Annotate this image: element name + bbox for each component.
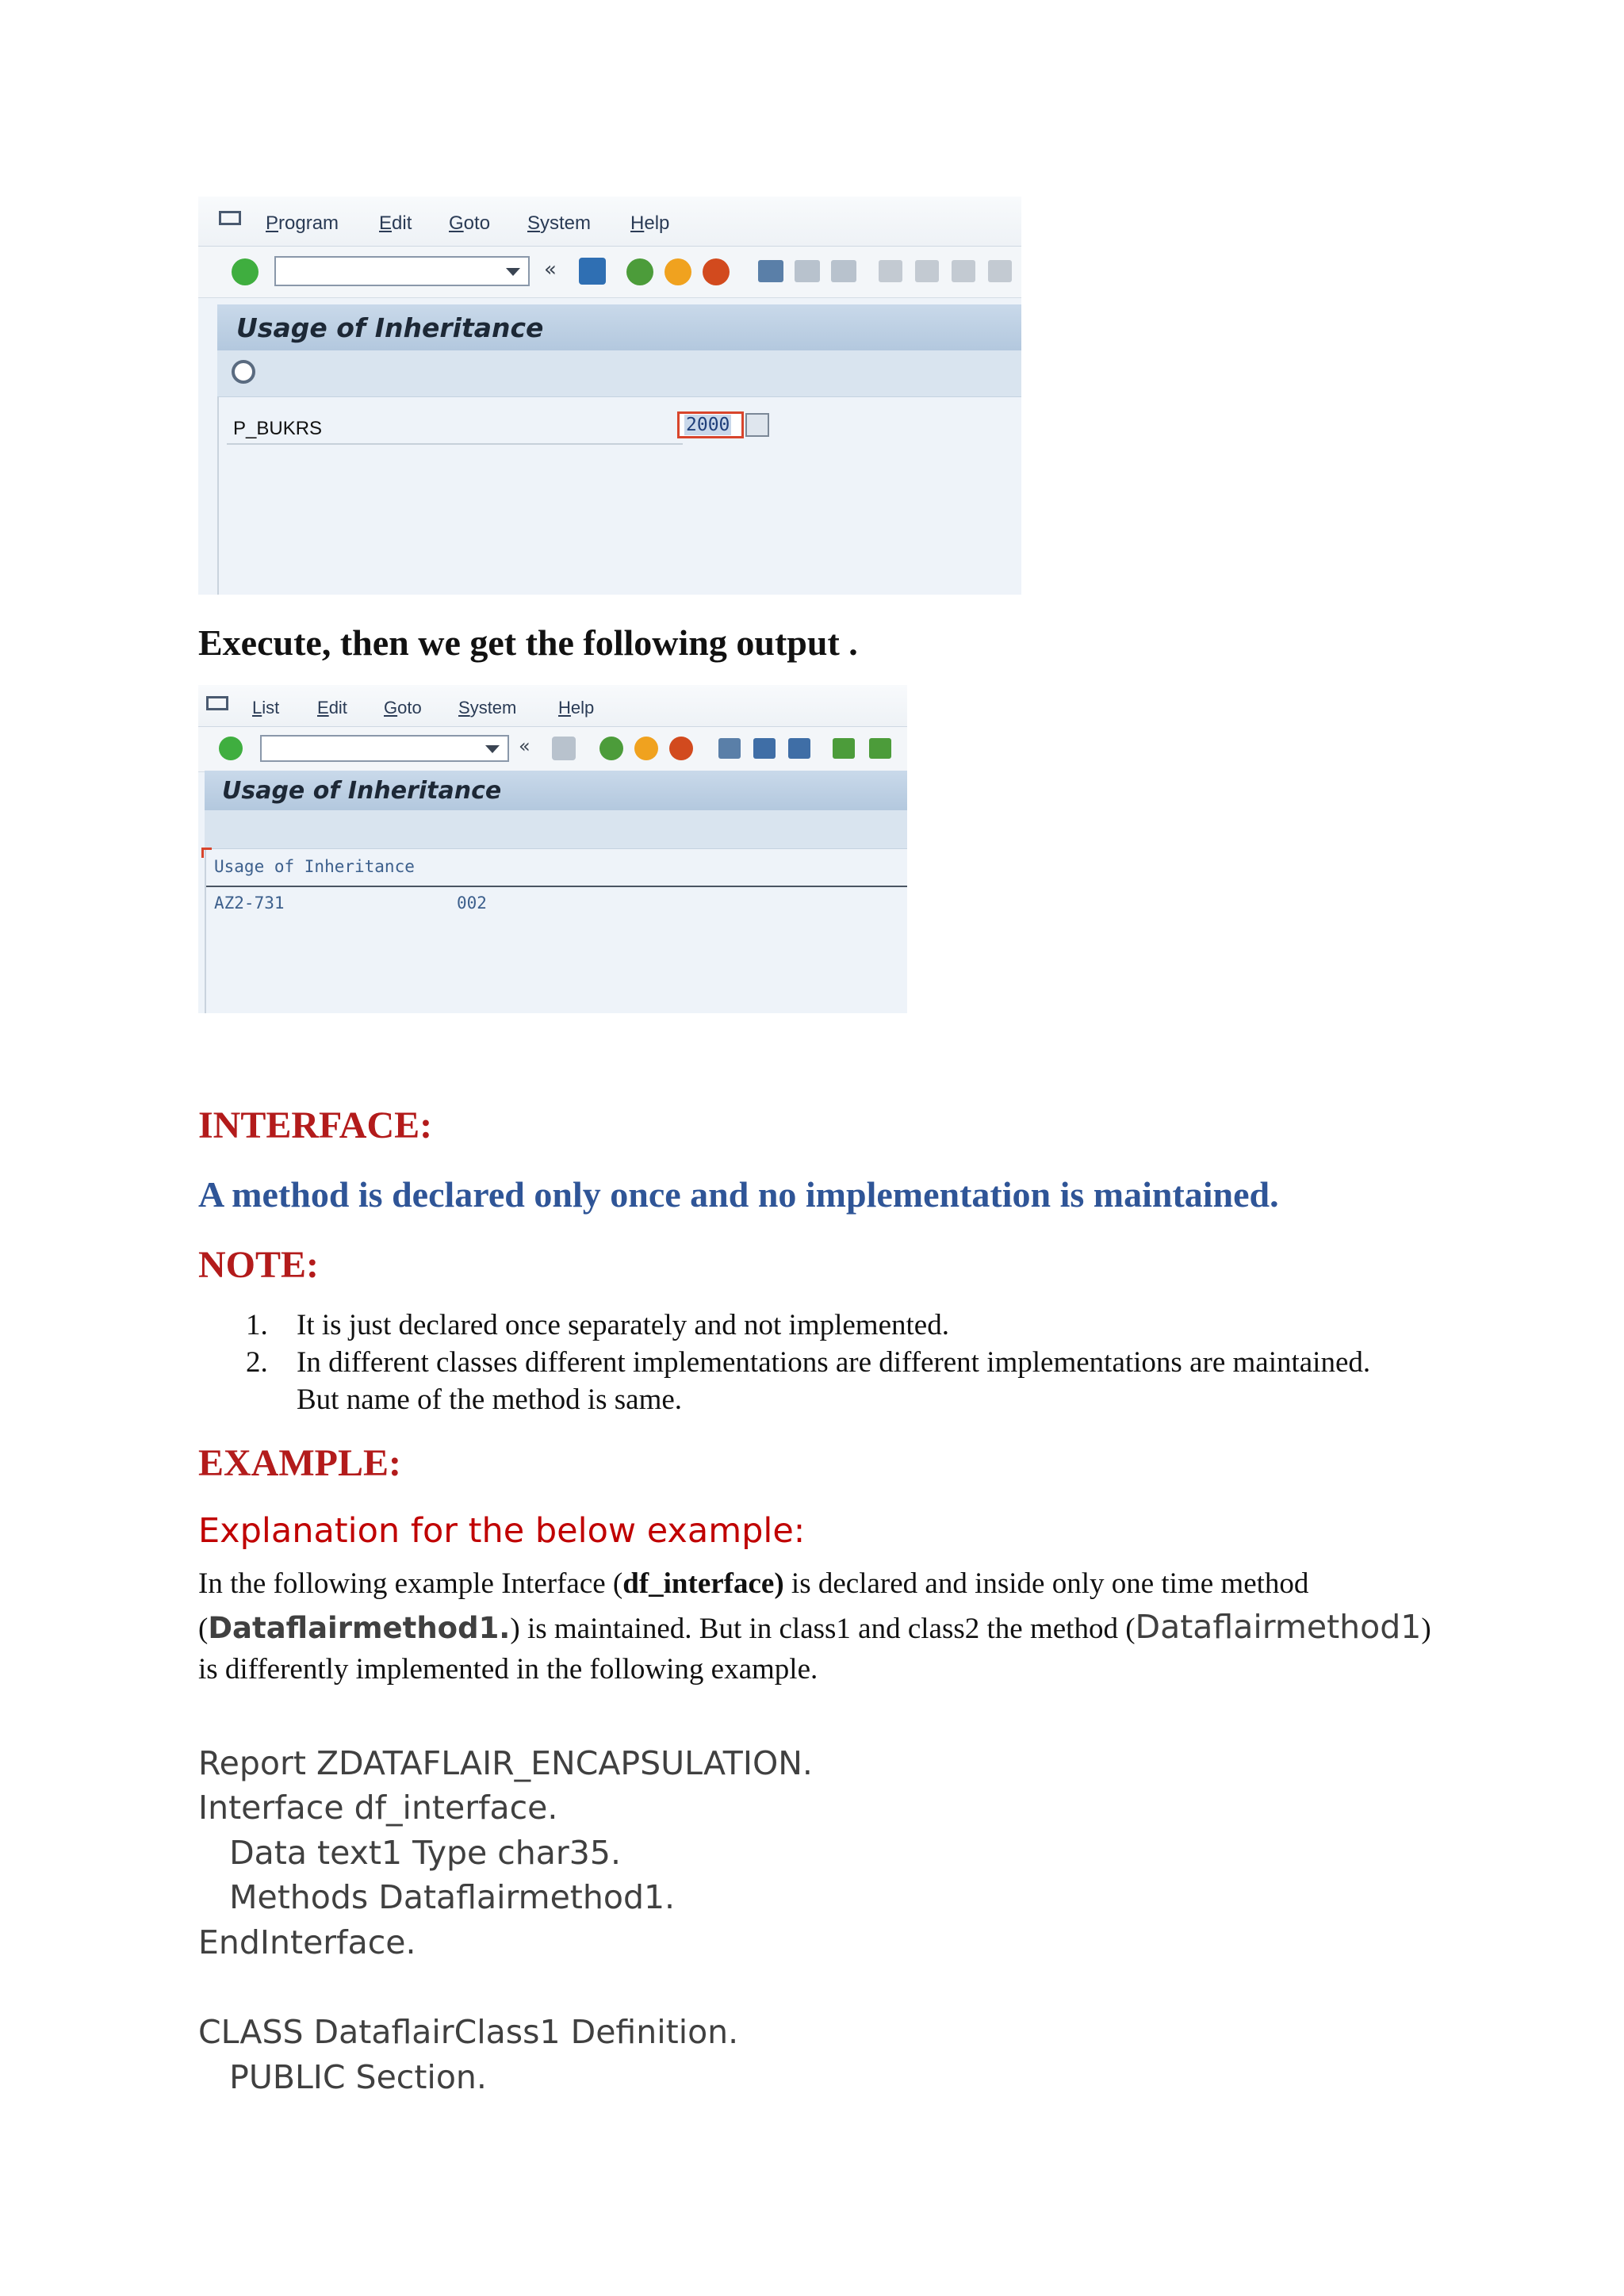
explanation-text: is declared and inside only one time method: [783, 1567, 1309, 1600]
interface-subheading: A method is declared only once and no implementation is maintained.: [198, 1174, 1279, 1215]
interface-name: df_interface): [622, 1567, 784, 1600]
example-heading: EXAMPLE:: [198, 1442, 401, 1484]
enter-check-icon[interactable]: [219, 737, 243, 760]
parameter-label: P_BUKRS: [233, 418, 323, 439]
parameter-label-underline: [227, 443, 683, 445]
print-icon[interactable]: [758, 260, 783, 282]
application-toolbar: [205, 810, 907, 849]
back-icon[interactable]: [599, 737, 623, 760]
method-name: Dataflairmethod1: [1135, 1608, 1422, 1646]
sap-screen-output: [198, 685, 907, 1013]
execute-icon[interactable]: [232, 360, 255, 384]
standard-toolbar: [198, 247, 1021, 298]
save-icon[interactable]: [579, 258, 606, 285]
previous-page-icon[interactable]: [869, 738, 891, 759]
screen-title: Usage of Inheritance: [236, 312, 544, 343]
find-next-icon[interactable]: [788, 738, 810, 759]
explanation-text: In the following example Interface (: [198, 1567, 623, 1600]
cursor-marker: [201, 848, 212, 858]
note-item-2-continued: But name of the method is same.: [297, 1383, 683, 1416]
menu-goto[interactable]: Goto: [384, 698, 422, 718]
code-line: PUBLIC Section.: [198, 2058, 487, 2096]
code-line: Methods Dataflairmethod1.: [198, 1878, 676, 1916]
collapse-icon[interactable]: «: [519, 735, 530, 757]
explanation-line-3: is differently implemented in the following example.: [198, 1653, 818, 1686]
code-line: CLASS DataflairClass1 Definition.: [198, 2013, 739, 2051]
title-bar: [205, 771, 907, 810]
standard-toolbar: [198, 727, 907, 772]
code-line: Data text1 Type char35.: [198, 1834, 621, 1872]
value-help-icon[interactable]: [745, 413, 769, 437]
code-line: Interface df_interface.: [198, 1789, 558, 1827]
collapse-icon[interactable]: «: [544, 258, 557, 281]
code-line: Report ZDATAFLAIR_ENCAPSULATION.: [198, 1744, 813, 1782]
command-field[interactable]: [274, 256, 530, 286]
list-cell-count[interactable]: 002: [457, 894, 487, 913]
last-page-icon[interactable]: [988, 260, 1012, 282]
screen-title: Usage of Inheritance: [222, 777, 502, 805]
next-page-icon[interactable]: [952, 260, 975, 282]
menu-system[interactable]: System: [458, 698, 517, 718]
explanation-text: ): [1421, 1613, 1431, 1645]
exit-icon[interactable]: [665, 258, 691, 285]
save-icon[interactable]: [552, 737, 576, 760]
menu-help[interactable]: Help: [558, 698, 595, 718]
menu-icon[interactable]: [219, 211, 241, 225]
find-icon[interactable]: [753, 738, 776, 759]
application-toolbar: [217, 350, 1021, 397]
selection-screen: [217, 397, 1021, 595]
parameter-value: 2000: [686, 415, 730, 435]
enter-check-icon[interactable]: [232, 258, 259, 285]
parameter-input[interactable]: [677, 411, 744, 438]
list-number: 1.: [246, 1309, 268, 1341]
back-icon[interactable]: [626, 258, 653, 285]
menu-edit[interactable]: Edit: [317, 698, 347, 718]
menu-program[interactable]: Program: [266, 212, 339, 234]
explanation-line-2: [198, 1608, 1431, 1646]
note-text: It is just declared once separately and not implemented.: [297, 1309, 949, 1341]
note-heading: NOTE:: [198, 1244, 320, 1286]
cancel-icon[interactable]: [703, 258, 730, 285]
method-name: Dataflairmethod1.: [208, 1611, 511, 1645]
menu-bar: [198, 685, 907, 727]
title-bar: [217, 304, 1021, 350]
list-number: 2.: [246, 1346, 268, 1379]
menu-list[interactable]: List: [252, 698, 280, 718]
print-icon[interactable]: [718, 738, 741, 759]
find-next-icon[interactable]: [831, 260, 856, 282]
previous-page-icon[interactable]: [915, 260, 939, 282]
execute-text: Execute, then we get the following output .: [198, 622, 858, 663]
code-line: EndInterface.: [198, 1923, 416, 1961]
first-page-icon[interactable]: [833, 738, 855, 759]
list-header-underline: [206, 886, 907, 887]
menu-goto[interactable]: Goto: [449, 212, 491, 234]
find-icon[interactable]: [795, 260, 820, 282]
explanation-text: (: [198, 1613, 209, 1645]
explanation-heading: Explanation for the below example:: [198, 1511, 806, 1551]
menu-help[interactable]: Help: [630, 212, 670, 234]
explanation-text: ) is maintained. But in class1 and class2 the method (: [510, 1613, 1136, 1645]
note-text: In different classes different implementations are different implementations are maintained.: [297, 1346, 1371, 1379]
list-cell-id[interactable]: AZ2-731: [214, 894, 285, 913]
menu-system[interactable]: System: [527, 212, 592, 234]
menu-icon[interactable]: [206, 696, 228, 710]
sap-screen-selection: [198, 197, 1021, 595]
menu-edit[interactable]: Edit: [379, 212, 412, 234]
explanation-line-1: [198, 1567, 1308, 1601]
list-output: [205, 849, 907, 1013]
cancel-icon[interactable]: [669, 737, 693, 760]
first-page-icon[interactable]: [879, 260, 902, 282]
menu-bar: [198, 197, 1021, 247]
command-field[interactable]: [260, 735, 509, 762]
interface-heading: INTERFACE:: [198, 1104, 433, 1146]
exit-icon[interactable]: [634, 737, 658, 760]
list-header: Usage of Inheritance: [214, 857, 415, 876]
